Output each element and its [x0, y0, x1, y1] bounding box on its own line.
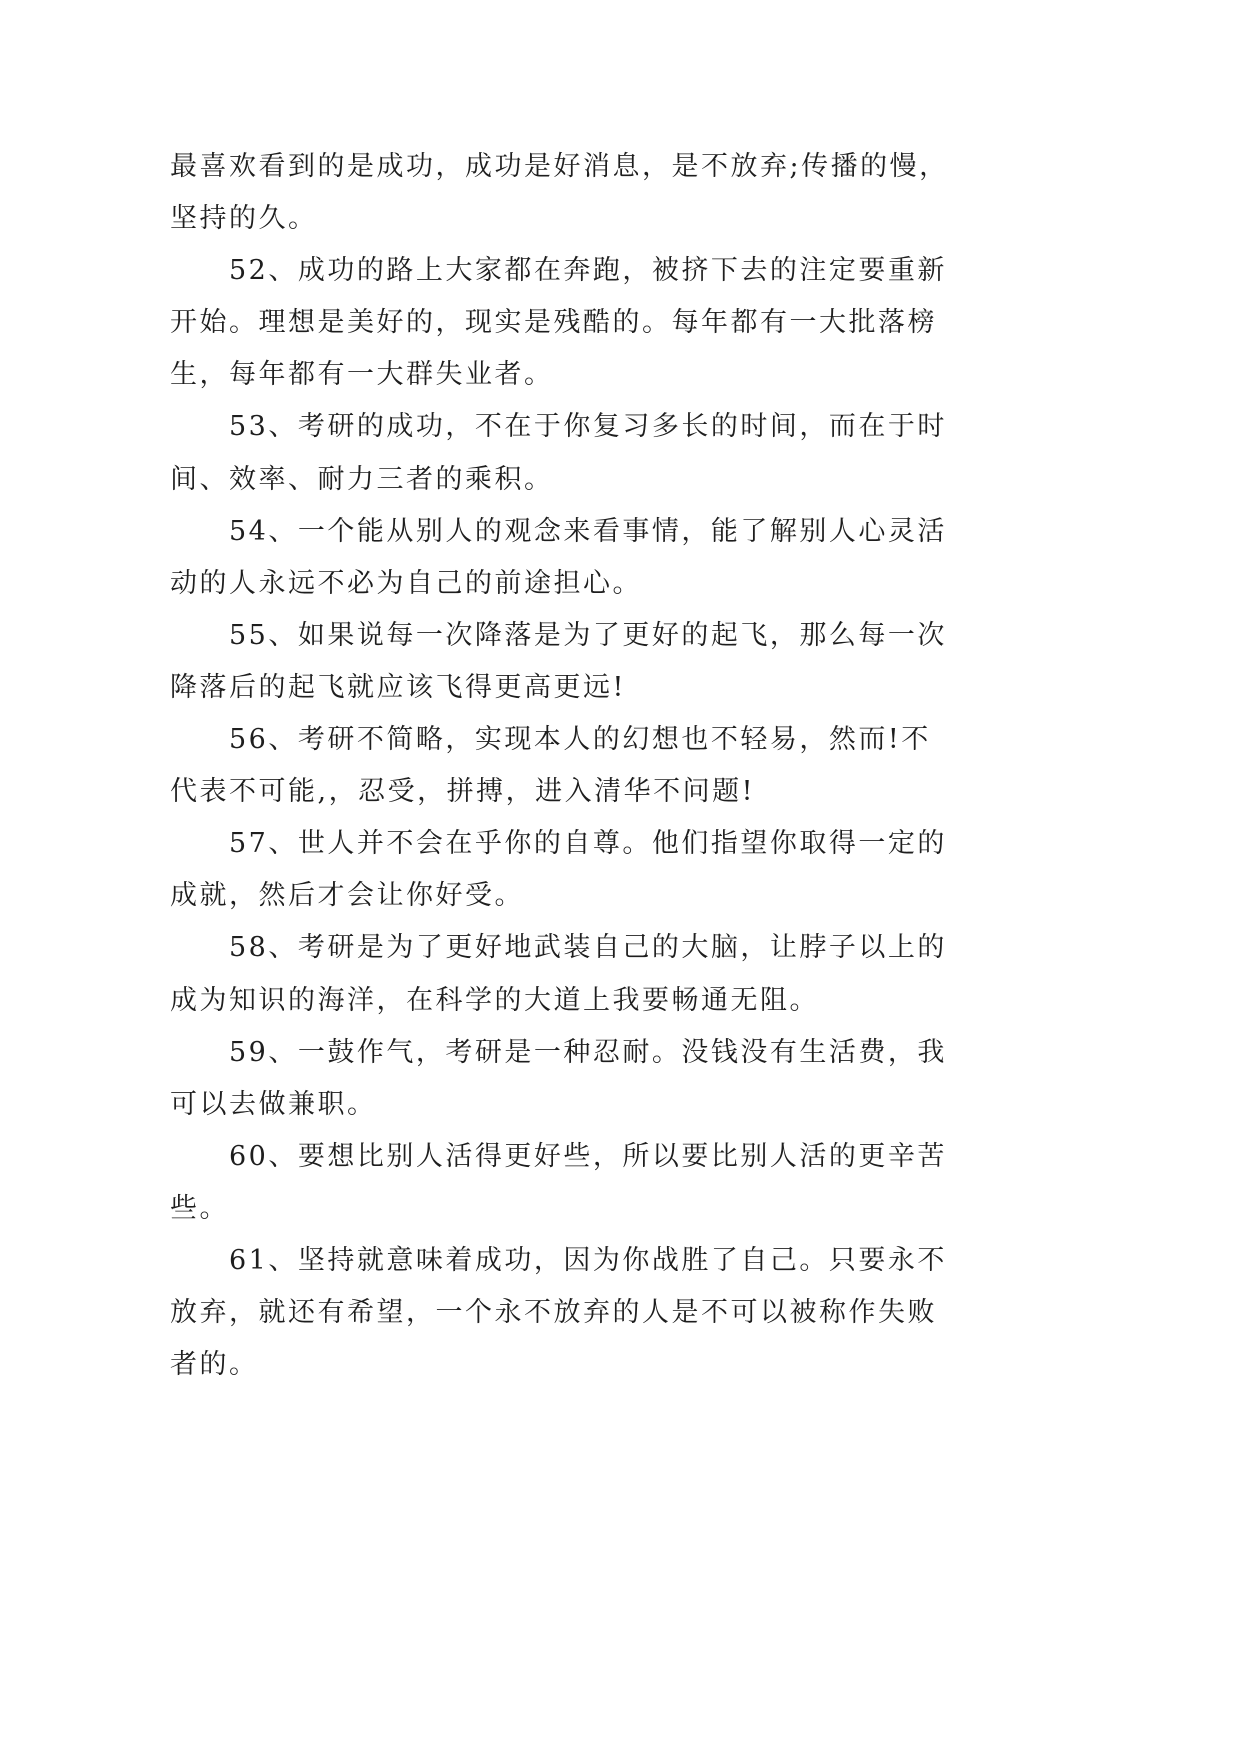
text-line: 60、要想比别人活得更好些，所以要比别人活的更辛苦: [229, 1140, 947, 1172]
text-line: 成为知识的海洋，在科学的大道上我要畅通无阻。: [170, 984, 819, 1016]
text-line: 56、考研不简略，实现本人的幻想也不轻易，然而!不: [229, 724, 931, 756]
text-line: 放弃，就还有希望，一个永不放弃的人是不可以被称作失败: [170, 1297, 937, 1329]
text-line: 最喜欢看到的是成功，成功是好消息，是不放弃;传播的慢，: [170, 151, 949, 182]
paragraph-55: [170, 610, 1070, 714]
text-line: 53、考研的成功，不在于你复习多长的时间，而在于时: [229, 411, 947, 443]
text-line: 54、一个能从别人的观念来看事情，能了解别人心灵活: [229, 515, 947, 547]
text-line: 生，每年都有一大群失业者。: [170, 359, 554, 391]
paragraph-56: [170, 714, 1070, 818]
text-line: 者的。: [170, 1349, 259, 1381]
text-line: 59、一鼓作气，考研是一种忍耐。没钱没有生活费，我: [229, 1036, 947, 1068]
paragraph-58: [170, 922, 1070, 1026]
text-line: 动的人永远不必为自己的前途担心。: [170, 567, 642, 599]
paragraph-59: [170, 1027, 1070, 1131]
text-line: 成就，然后才会让你好受。: [170, 880, 524, 912]
paragraph-54: [170, 506, 1070, 610]
text-line: 55、如果说每一次降落是为了更好的起飞，那么每一次: [229, 619, 947, 651]
paragraph-57: [170, 818, 1070, 922]
paragraph-53: [170, 401, 1070, 505]
text-line: 代表不可能,，忍受，拼搏，进入清华不问题!: [170, 776, 755, 808]
text-line: 57、世人并不会在乎你的自尊。他们指望你取得一定的: [229, 828, 947, 860]
text-line: 可以去做兼职。: [170, 1088, 377, 1120]
paragraph-52: [170, 245, 1070, 401]
text-line: 58、考研是为了更好地武装自己的大脑，让脖子以上的: [229, 932, 947, 964]
paragraph-61: [170, 1235, 1070, 1391]
paragraph-continuation: [170, 141, 1070, 245]
text-line: 间、效率、耐力三者的乘积。: [170, 463, 554, 495]
text-line: 些。: [170, 1192, 229, 1224]
text-line: 61、坚持就意味着成功，因为你战胜了自己。只要永不: [229, 1244, 947, 1276]
text-line: 降落后的起飞就应该飞得更高更远!: [170, 671, 626, 703]
text-line: 坚持的久。: [170, 203, 318, 235]
document-body: [170, 141, 1070, 1391]
paragraph-60: [170, 1131, 1070, 1235]
text-line: 开始。理想是美好的，现实是残酷的。每年都有一大批落榜: [170, 307, 937, 339]
text-line: 52、成功的路上大家都在奔跑，被挤下去的注定要重新: [229, 255, 947, 287]
